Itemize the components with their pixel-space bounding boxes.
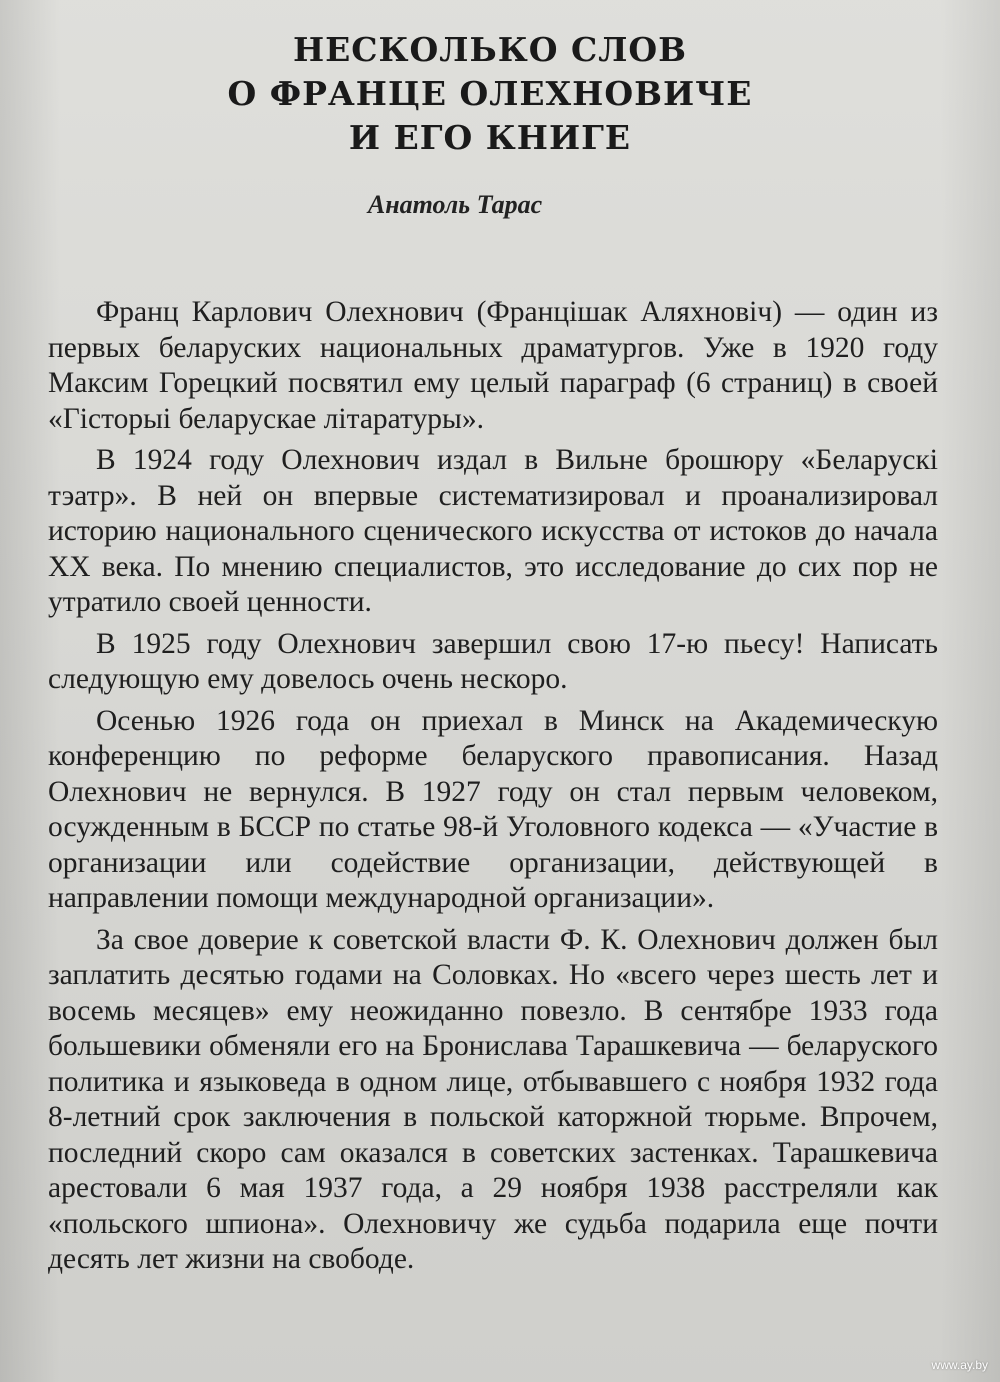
title-line: НЕСКОЛЬКО СЛОВ bbox=[292, 30, 688, 69]
title-line: И ЕГО КНИГЕ bbox=[348, 118, 632, 157]
title-line: О ФРАНЦЕ ОЛЕХНОВИЧЕ bbox=[227, 74, 753, 113]
paragraph: В 1925 году Олехнович завершил свою 17-ю пьесу! Написать следующую ему довелось очень нескоро. bbox=[48, 627, 938, 695]
paragraph: В 1924 году Олехнович издал в Вильне брошюру «Беларускі тэатр». В ней он впервые систематизировал и проанализировал историю национального сценического искусства от истоков до начала XX века. По мнению специалистов, это исследование до сих пор не утратило своей ценности. bbox=[48, 444, 938, 618]
paragraph: Франц Карлович Олехнович (Францішак Аляхновіч) — один из первых беларуских национальных драматургов. Уже в 1920 году Максим Горецкий посвятил ему целый параграф (6 страниц) в своей «Гісторыі беларускае літаратуры». bbox=[48, 296, 938, 435]
article-title bbox=[0, 28, 1000, 160]
author-name: Анатоль Тарас bbox=[367, 190, 543, 219]
paragraph: Осенью 1926 года он приехал в Минск на Академическую конференцию по реформе беларуского правописания. Назад Олехнович не вернулся. В 1927 году он стал первым человеком, осужденным в БССР по статье 98-й Уголовного кодекса — «Участие в организации или содействие организации, действующей в направлении помощи международной организации». bbox=[48, 704, 938, 914]
body-text bbox=[48, 295, 938, 1284]
watermark: www.ay.by bbox=[931, 1358, 988, 1372]
paragraph: За свое доверие к советской власти Ф. К. Олехнович должен был заплатить десятью годами на Соловках. Но «всего через шесть лет и восемь месяцев» ему неожиданно повезло. В сентябре 1933 года большевики обменяли его на Бронислава Тарашкевича — беларуского политика и языковеда в одном лице, отбывавшего с ноября 1932 года 8-летний срок заключения в польской каторжной тюрьме. Впрочем, последний скоро сам оказался в советских застенках. Тарашкевича арестовали 6 мая 1937 года, а 29 ноября 1938 расстреляли как «польского шпиона». Олехновичу же судьба подарила еще почти десять лет жизни на свободе. bbox=[48, 923, 938, 1275]
